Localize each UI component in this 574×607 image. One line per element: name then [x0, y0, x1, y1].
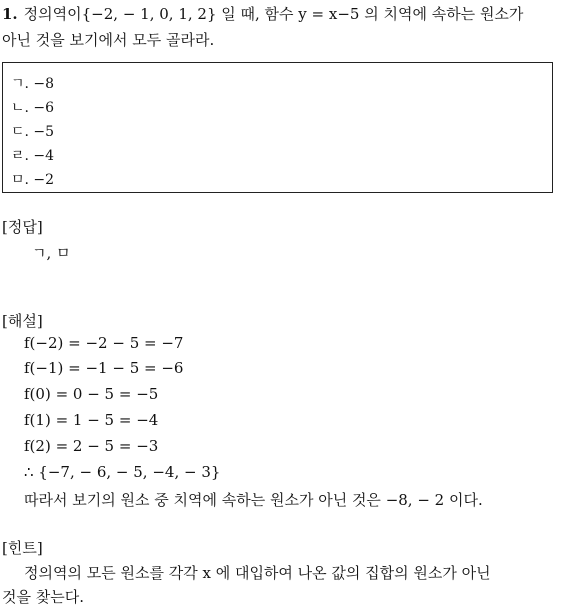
hint-label: [힌트] — [2, 539, 43, 557]
explanation-label: [해설] — [2, 312, 43, 330]
explanation-line-4: f(1) = 1 − 5 = −4 — [24, 411, 159, 429]
question-text-1: 정의역이{−2, − 1, 0, 1, 2} 일 때, 함수 y = x−5 의 치역에 속하는 원소가 — [23, 5, 524, 23]
explanation-line-7: 따라서 보기의 원소 중 치역에 속하는 원소가 아닌 것은 −8, − 2 이다. — [24, 491, 483, 509]
choice-3: ㄷ. −5 — [11, 124, 55, 140]
explanation-line-2: f(−1) = −1 − 5 = −6 — [24, 359, 184, 377]
choice-2: ㄴ. −6 — [11, 100, 55, 116]
explanation-line-5: f(2) = 2 − 5 = −3 — [24, 437, 159, 455]
explanation-line-3: f(0) = 0 − 5 = −5 — [24, 385, 159, 403]
hint-text-2: 것을 찾는다. — [2, 588, 84, 606]
answer-label: [정답] — [2, 218, 43, 236]
choice-1: ㄱ. −8 — [11, 76, 55, 92]
explanation-line-6: ∴ {−7, − 6, − 5, −4, − 3} — [24, 463, 221, 481]
hint-text-1: 정의역의 모든 원소를 각각 x 에 대입하여 나온 값의 집합의 원소가 아닌 — [24, 564, 491, 582]
question-line-1 — [2, 3, 523, 24]
answer-text: ㄱ, ㅁ — [32, 244, 71, 262]
explanation-line-1: f(−2) = −2 − 5 = −7 — [24, 334, 184, 352]
choice-4: ㄹ. −4 — [11, 148, 55, 164]
choices-box — [2, 62, 553, 193]
question-number: 1. — [2, 5, 18, 23]
choice-5: ㅁ. −2 — [11, 172, 55, 188]
question-text-2: 아닌 것을 보기에서 모두 골라라. — [2, 31, 215, 49]
